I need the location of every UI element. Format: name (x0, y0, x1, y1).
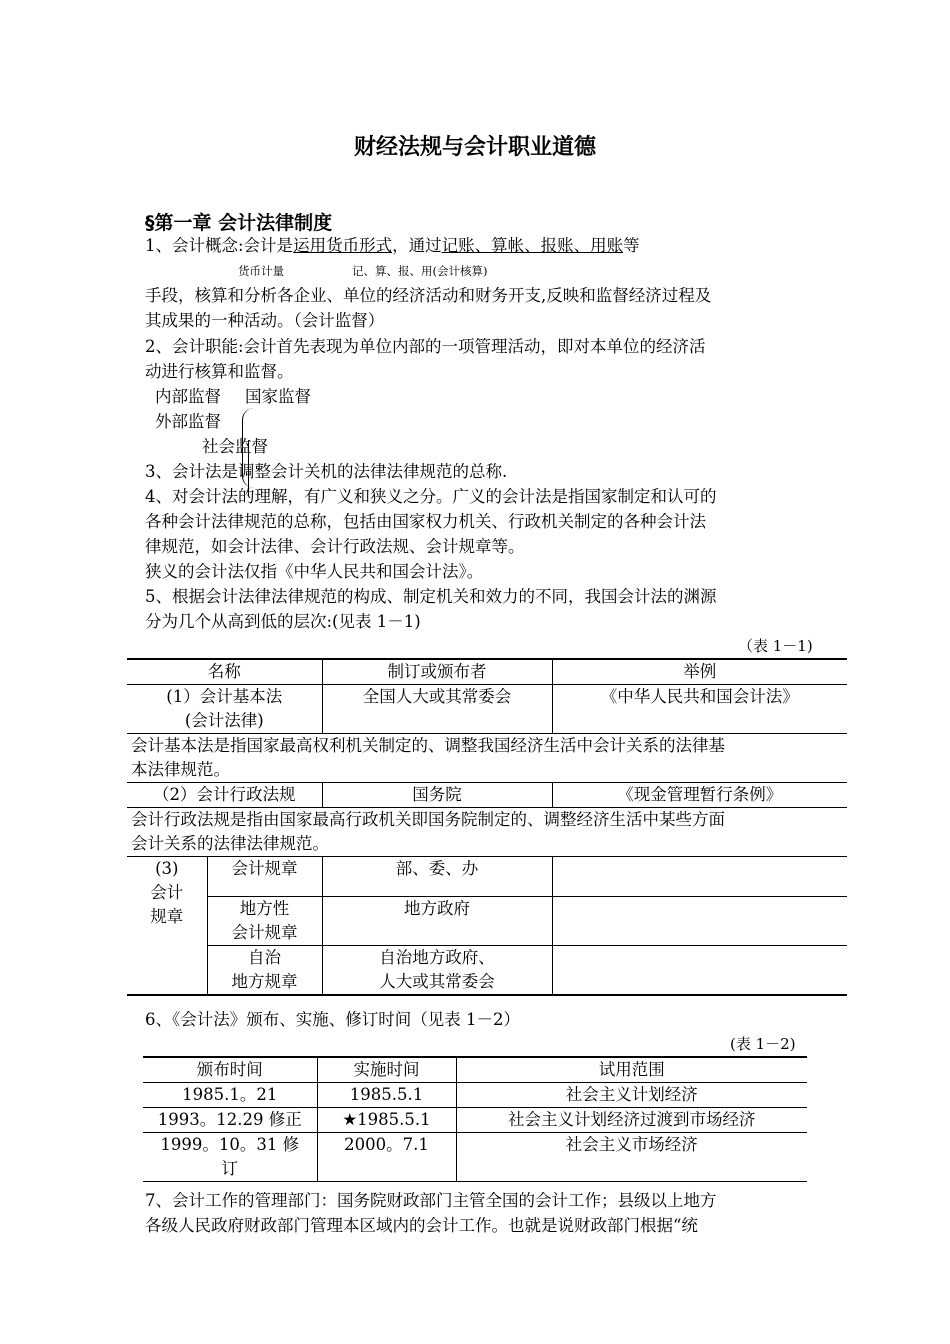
cell-text: 地方性 (239, 899, 290, 918)
paragraph-4-line-4: 狭义的会计法仅指《中华人民共和国会计法》。 (145, 562, 484, 581)
chapter-heading: §第一章 会计法律制度 (145, 212, 333, 234)
table-cell: 地方政府 (322, 897, 552, 946)
table-note-row (127, 734, 847, 783)
cell-text: (会计法律) (184, 711, 264, 730)
annotation-currency: 货币计量 (238, 264, 284, 278)
table-cell (127, 685, 322, 734)
table-row (127, 857, 847, 897)
header-cell: 名称 (127, 659, 322, 685)
table-cell: 会计规章 (207, 857, 322, 897)
table-cell: 1985.1。21 (143, 1083, 317, 1108)
note-text: 会计关系的法律法律规范。 (131, 834, 329, 853)
table-cell: 社会主义计划经济 (456, 1083, 807, 1108)
header-cell: 举例 (552, 659, 847, 685)
cell-text: 会计规章 (231, 923, 298, 942)
paragraph-7-line-1: 7、会计工作的管理部门：国务院财政部门主管全国的会计工作；县级以上地方 (145, 1191, 717, 1210)
table-1-caption: （表 1－1) (738, 637, 813, 655)
cell-text: 人大或其常委会 (379, 972, 495, 991)
internal-supervision-label: 内部监督 (155, 387, 221, 406)
header-cell: 试用范围 (456, 1057, 807, 1083)
table-row (127, 685, 847, 734)
table-cell (322, 946, 552, 996)
table-row (143, 1133, 807, 1182)
header-cell: 实施时间 (317, 1057, 456, 1083)
note-text: 本法律规范。 (131, 760, 230, 779)
cell-text: (1）会计基本法 (166, 687, 283, 706)
cell-text: 自治地方政府、 (379, 948, 495, 967)
cell-text: 会计 (150, 883, 184, 902)
underlined-term: 记账、算帐、报账、用账 (441, 236, 624, 255)
table-cell: 国务院 (322, 783, 552, 808)
table-note-row (127, 808, 847, 857)
header-cell: 制订或颁布者 (322, 659, 552, 685)
cell-text: 自治 (248, 948, 281, 967)
state-supervision-label: 国家监督 (245, 387, 311, 406)
table-cell (552, 946, 847, 996)
header-cell: 颁布时间 (143, 1057, 317, 1083)
table-cell: 社会主义市场经济 (456, 1133, 807, 1182)
table-note-cell (127, 734, 847, 783)
table-cell: 1993。12.29 修正 (143, 1108, 317, 1133)
table-cell: 1985.5.1 (317, 1083, 456, 1108)
table-row (127, 946, 847, 996)
paragraph-1-line-2: 手段，核算和分析各企业、单位的经济活动和财务开支,反映和监督经济过程及 (145, 286, 712, 305)
cell-text: (3) (155, 859, 179, 878)
paragraph-4-line-1: 4、对会计法的理解，有广义和狭义之分。广义的会计法是指国家制定和认可的 (145, 487, 717, 506)
table-header-row (127, 659, 847, 685)
paragraph-5-line-1: 5、根据会计法律法律规范的构成、制定机关和效力的不同，我国会计法的渊源 (145, 587, 717, 606)
paragraph-7-line-2: 各级人民政府财政部门管理本区域内的会计工作。也就是说财政部门根据“统 (145, 1216, 698, 1235)
table-cell: 2000。7.1 (317, 1133, 456, 1182)
table-row (143, 1083, 807, 1108)
paragraph-1-line-3: 其成果的一种活动。（会计监督） (145, 311, 385, 330)
document-title: 财经法规与会计职业道德 (353, 135, 596, 160)
table-group-cell (127, 857, 207, 996)
note-text: 会计基本法是指国家最高权利机关制定的、调整我国经济生活中会计关系的法律基 (131, 736, 725, 755)
table-header-row (143, 1057, 807, 1083)
paragraph-2-line-1: 2、会计职能:会计首先表现为单位内部的一项管理活动，即对本单位的经济活 (145, 337, 706, 356)
paragraph-1-line-1 (145, 235, 640, 257)
table-law-timeline (143, 1056, 807, 1182)
table-cell: 社会主义计划经济过渡到市场经济 (456, 1108, 807, 1133)
table-cell: （2）会计行政法规 (127, 783, 322, 808)
table-cell: 全国人大或其常委会 (322, 685, 552, 734)
table-cell (143, 1133, 317, 1182)
social-supervision-label: 社会监督 (202, 437, 268, 456)
paragraph-3: 3、会计法是调整会计关机的法律法律规范的总称. (145, 462, 508, 481)
annotation-accounting: 记、算、报、用(会计核算) (352, 264, 488, 278)
table-cell (552, 897, 847, 946)
paragraph-4-line-2: 各种会计法律规范的总称，包括由国家权力机关、行政机关制定的各种会计法 (145, 512, 706, 531)
text-fragment: 等 (623, 236, 640, 255)
cell-text: 1999。10。31 修 (160, 1135, 300, 1154)
paragraph-5-line-2: 分为几个从高到低的层次:(见表 1－1) (145, 612, 421, 631)
note-text: 会计行政法规是指由国家最高行政机关即国务院制定的、调整经济生活中某些方面 (131, 810, 725, 829)
cell-text: 规章 (150, 907, 184, 926)
table-2-caption: (表 1－2) (730, 1035, 796, 1053)
table-row (143, 1108, 807, 1133)
underlined-term: 运用货币形式 (293, 236, 393, 255)
table-cell (207, 946, 322, 996)
paragraph-4-line-3: 律规范，如会计法律、会计行政法规、会计规章等。 (145, 537, 525, 556)
table-row (127, 897, 847, 946)
table-cell: 《中华人民共和国会计法》 (552, 685, 847, 734)
table-cell: ★1985.5.1 (317, 1108, 456, 1133)
table-cell: 《现金管理暂行条例》 (552, 783, 847, 808)
table-cell (207, 897, 322, 946)
paragraph-6: 6、《会计法》颁布、实施、修订时间（见表 1－2） (145, 1010, 520, 1029)
table-row (127, 783, 847, 808)
cell-text: 地方规章 (231, 972, 298, 991)
table-note-cell (127, 808, 847, 857)
external-supervision-label: 外部监督 (155, 412, 221, 431)
table-cell: 部、委、办 (322, 857, 552, 897)
text-fragment: ，通过 (392, 236, 442, 255)
table-cell (552, 857, 847, 897)
cell-text: 订 (221, 1159, 238, 1178)
table-law-sources (127, 658, 847, 996)
paragraph-2-line-2: 动进行核算和监督。 (145, 362, 294, 381)
text-fragment: 1、会计概念:会计是 (145, 236, 294, 255)
